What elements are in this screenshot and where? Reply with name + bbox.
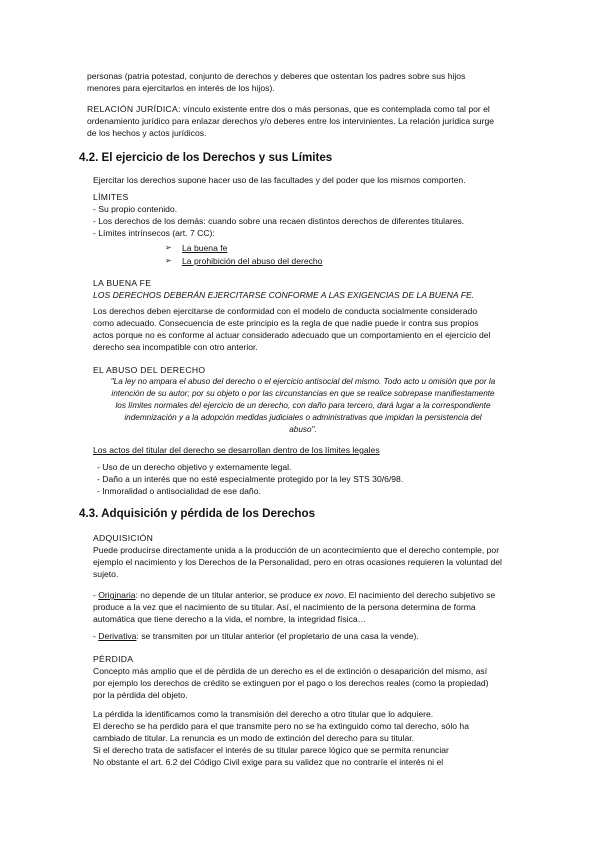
relacion-line-2: ordenamiento jurídico para enlazar derechos y/o deberes entre los intervinientes. La relación jurídica surge [87,116,495,126]
derivativa-line [93,630,419,642]
perdida-line: por la pérdida del objeto. [93,690,188,700]
abuso-quote-line: los límites normales del ejercicio de un derecho, con daño para tercero, dará lugar a la correspondiente [115,401,491,410]
abuso-quote-line: "La ley no ampara el abuso del derecho o el ejercicio antisocial del mismo. Todo acto u omisión que por la [110,377,496,386]
actos-item: - Uso de un derecho objetivo y externamente legal. [97,462,292,472]
final-line: No obstante el art. 6.2 del Código Civil exige para su validez que no contraríe el interés ni el [93,757,444,767]
abuso-quote-line: indemnización y a la adopción medidas judiciales o administrativas que impidan la persistencia del [124,413,482,422]
final-line: El derecho se ha perdido para el que transmite pero no se ha extinguido como tal derecho, sólo ha [93,721,469,731]
arrow-bullet-icon: ➢ [165,243,172,252]
limites-item: - Los derechos de los demás: cuando sobre una recaen distintos derechos de diferentes titulares. [93,216,465,226]
buena-fe-line: Los derechos deben ejercitarse de conformidad con el modelo de conducta socialmente considerado [93,306,478,316]
section-heading-4-2: 4.2. El ejercicio de los Derechos y sus Límites [79,151,333,164]
relacion-label: RELACIÓN JURÍDICA: [87,104,181,114]
derivativa-prefix: - [93,631,99,641]
relacion-line-3: de los hechos y actos jurídicos. [87,128,207,138]
buena-fe-line: como adecuado. Consecuencia de este principio es la regla de que nadie puede ir contra sus propios [93,318,479,328]
originaria-label: Originaria [98,590,136,600]
section-heading-4-3: 4.3. Adquisición y pérdida de los Derechos [79,507,316,520]
originaria-prefix: - [93,590,99,600]
final-line: Si el derecho trata de satisfacer el interés de su titular parece lógico que se permita renunciar [93,745,449,755]
buena-fe-line: actos porque no es conforme al actuar considerado adecuado que un comportamiento en el ejercicio del [93,330,491,340]
abuso-title: EL ABUSO DEL DERECHO [93,365,206,375]
perdida-line: por ejemplo los derechos de crédito se extinguen por el pago o los derechos reales (como la propiedad) [93,678,489,688]
abuso-quote-line: intención de su autor; por su objeto o por las circunstancias en que se realice sobrepase manifiestamente [111,389,495,398]
derivativa-label: Derivativa [98,631,137,641]
derivativa-text: : se transmiten por un titular anterior (el propietario de una casa la vende). [136,631,419,641]
originaria-line-2: produce a la vez que el nacimiento de su titular. Así, el nacimiento de la persona determina de forma [93,602,476,612]
actos-title: Los actos del titular del derecho se desarrollan dentro de los límites legales [93,445,380,455]
section42-intro: Ejercitar los derechos supone hacer uso de las facultades y del poder que los mismos comporten. [93,175,466,185]
originaria-text-a: : no depende de un titular anterior, se produce [135,590,314,600]
arrow-bullet-icon: ➢ [165,256,172,265]
buena-fe-title: LA BUENA FE [93,278,152,288]
relacion-line-1 [87,103,490,115]
limites-title: LÍMITES [93,192,129,202]
buena-fe-line: derecho sea incompatible con otro anterior. [93,342,258,352]
intro-line-2: menores para ejercitarlos en interés de los hijos). [87,83,275,93]
relacion-text-1: vínculo existente entre dos o más personas, que es contemplada como tal por el [180,104,490,114]
originaria-line-3: automática que tiene derecho a la vida, el nombre, la integridad física… [93,614,367,624]
actos-item: - Daño a un interés que no esté especialmente protegido por la ley STS 30/6/98. [97,474,404,484]
perdida-line: Concepto más amplio que el de pérdida de un derecho es el de extinción o desaparición del mismo, así [93,666,488,676]
adquisicion-line: Puede producirse directamente unida a la producción de un acontecimiento que el derecho contemple, por [93,545,500,555]
abuso-quote-line: abuso". [289,425,317,434]
final-line: cambiado de titular. La renuncia es un modo de extinción del derecho para su titular. [93,733,415,743]
arrow-item-buena-fe: La buena fe [182,243,228,253]
adquisicion-line: ejemplo el nacimiento y los Derechos de la Personalidad, pero en otras ocasiones requieren la voluntad del [93,557,502,567]
originaria-line-1 [93,589,495,601]
adquisicion-line: sujeto. [93,569,119,579]
originaria-ex-novo: ex novo [313,590,344,600]
limites-item: - Su propio contenido. [93,204,178,214]
arrow-item-abuso: La prohibición del abuso del derecho [182,256,323,266]
limites-item: - Límites intrínsecos (art. 7 CC): [93,228,215,238]
intro-line-1: personas (patria potestad, conjunto de derechos y deberes que ostentan los padres sobre sus hijos [87,71,466,81]
adquisicion-title: ADQUISICIÓN [93,533,154,543]
originaria-text-c: . El nacimiento del derecho subjetivo se [343,590,496,600]
final-line: La pérdida la identificamos como la transmisión del derecho a otro titular que lo adquiere. [93,709,434,719]
buena-fe-caps: LOS DERECHOS DEBERÁN EJERCITARSE CONFORME A LAS EXIGENCIAS DE LA BUENA FE. [93,290,475,300]
perdida-title: PÉRDIDA [93,654,134,664]
actos-item: - Inmoralidad o antisocialidad de ese daño. [97,486,261,496]
